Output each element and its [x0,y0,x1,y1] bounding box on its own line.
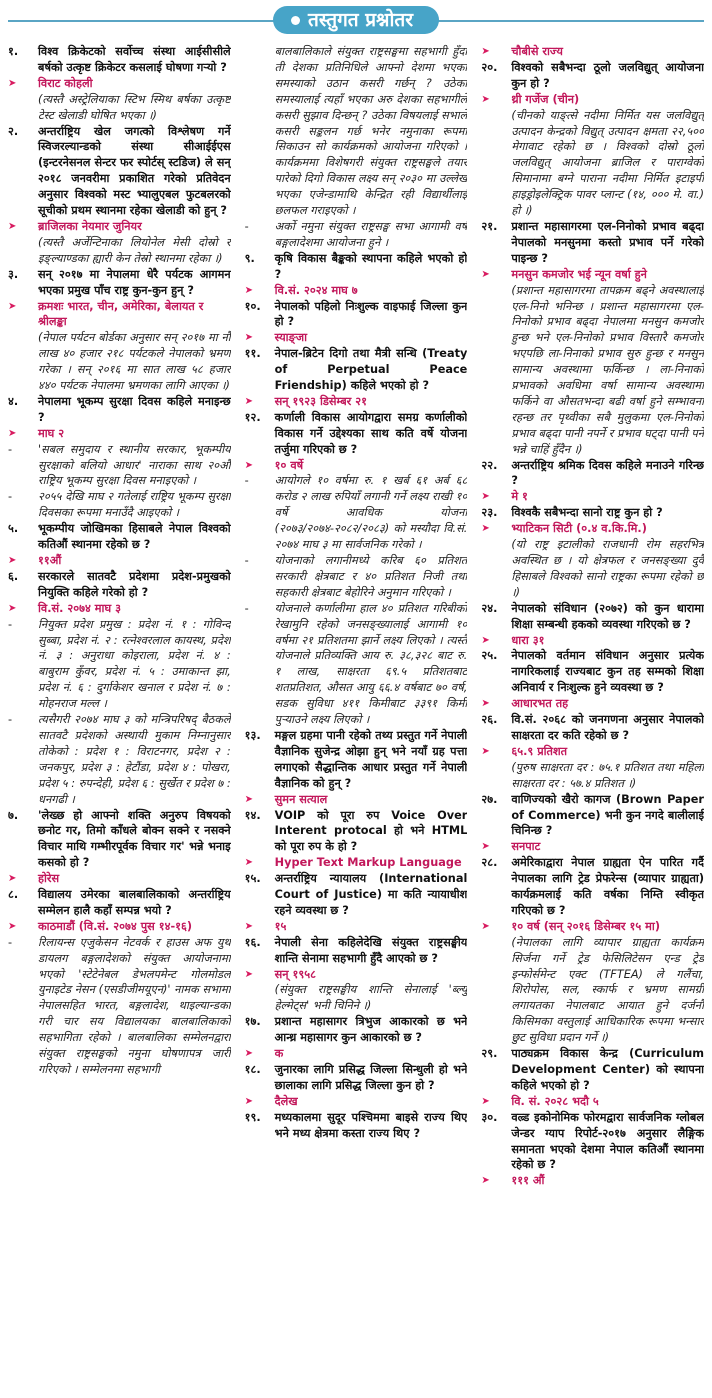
explanation-note [481,935,704,1046]
question-text: विश्वको सबैभन्दा ठूलो जलविद्युत् आयोजना कुन हो ? [511,60,705,90]
question-text: 'लेख्छ हो आफ्नो शक्ति अनुरुप विषयको छनोट गर, तिमो काँधले बोक्न सक्ने र नसक्ने विचार माथि गम्भीरपूर्वक विचार गर' भन्ने भनाइ कसको हो ? [38,808,231,870]
question-text: प्रशान्त महासागर त्रिभुज आकारको छ भने आन्ध्र महासागर कुन आकारको छ ? [274,1015,468,1045]
question-number: २२. [481,458,498,472]
spacer [8,235,38,267]
answer-line [245,283,468,299]
note-text: बालबालिकाले संयुक्त राष्ट्रसङ्घमा सहभागी हुँदा ती देशका प्रतिनिधिले आफ्नो देशमा भएका समस्याको उठान कसरी गर्छन् ? उठेका समस्यालाई त्यहाँ भएका अरु देशका सहभागीले कसरी सुझाव दिन्छन् ? उठेका विषयलाई सभाले कसरी सङ्कलन गर्छ भनेर नमुनाका रूपमा सिकाउन सो कार्यक्रमको आयोजना गरिएको । कार्यक्रममा विशेषगरी संयुक्त राष्ट्रसङ्घले तयार पारेको दिगो विकास लक्ष्य सन् २०३० मा उल्लेख भएका एजेन्डामाथि केन्द्रित रही विद्यार्थीलाई छलफल गराइएको । [274,45,468,218]
question-number: २५. [481,649,498,663]
spacer [245,982,275,1014]
answer-arrow-icon: ➤ [481,698,490,710]
answer-line [481,267,704,283]
note-text: अर्को नमुना संयुक्त राष्ट्रसङ्घ सभा आगामी वर्ष बङ्गलादेशमा आयोजना हुने । [274,219,468,249]
question-text: नेपालमा भूकम्प सुरक्षा दिवस कहिले मनाइन्छ ? [38,394,231,424]
column-3 [481,44,704,1394]
answer-arrow-icon: ➤ [481,841,490,853]
explanation-note [8,92,231,124]
answer-text: ११औं [38,554,62,567]
answer-arrow-icon: ➤ [8,555,17,566]
question-text: भूकम्पीय जोखिमका हिसाबले नेपाल विश्वको कतिऔं स्थानमा रहेको छ ? [38,522,231,552]
bullet-note [245,601,468,728]
spacer [8,92,38,124]
answer-line [481,92,704,108]
question-number: २१. [481,219,498,233]
question-number: ४. [8,394,19,408]
question-text: कृषि विकास बैङ्कको स्थापना कहिले भएको हो ? [274,251,468,281]
dash-bullet-icon: - [244,601,249,615]
answer-text: दैलेख [274,1094,298,1108]
question-item [8,808,231,872]
dash-bullet-icon: - [8,935,13,949]
question-item [245,871,468,919]
answer-text: सन् १९२३ डिसेम्बर २१ [274,394,367,408]
question-text: कर्णाली विकास आयोगद्वारा समग्र कर्णालीको विकास गर्ने उद्देश्यका साथ कति वर्षे योजना तर्जुमा गरिएको छ ? [274,410,468,456]
question-text: अमेरिकाद्वारा नेपाल ग्राह्यता ऐन पारित गर्दै नेपालका लागि ट्रेड प्रेफरेन्स (व्यापार ग्राह्यता) कार्यक्रमलाई कति वर्षका निम्ति स्वीकृत गरिएको छ ? [511,856,705,917]
answer-arrow-icon: ➤ [244,1095,254,1107]
explanation-note [245,982,468,1014]
question-number: ७. [8,808,19,822]
answer-line [8,76,231,92]
answer-text: भ्याटिकन सिटी (०.४ व.कि.मि.) [511,522,647,536]
question-number: १५. [244,872,261,886]
note-text: 'सबल समुदाय र स्थानीय सरकार, भूकम्पीय सुरक्षाको बलियो आधार' नाराका साथ २०औं राष्ट्रिय भूकम्प सुरक्षा दिवस मनाइएको । [38,442,231,488]
answer-arrow-icon: ➤ [481,491,490,503]
answer-text: क [274,1047,284,1061]
question-item [481,1046,704,1094]
answer-text: थ्री गर्जेज (चीन) [511,92,580,106]
answer-line [8,553,231,569]
bullet-note [245,473,468,553]
question-number: १२. [244,410,261,424]
answer-line [245,967,468,983]
question-text: अन्तर्राष्ट्रिय न्यायालय (International Court of Justice) मा कति न्यायाधीश रहने व्यवस्था छ ? [274,872,468,917]
answer-text: ६५.९ प्रतिशत [511,744,568,758]
question-item [245,251,468,283]
dash-bullet-icon: - [244,554,249,567]
question-item [245,410,468,458]
note-text: नियुक्त प्रदेश प्रमुख : प्रदेश नं. १ : गोविन्द सुब्बा, प्रदेश नं. २ : रत्नेश्वरलाल कायस्थ, प्रदेश नं. ३ : अनुराधा कोइराला, प्रदेश नं. ४ : बाबुराम कुँवर, प्रदेश नं. ५ : उमाकान्त झा, प्रदेश नं. ६ : दुर्गाकेशर खनाल र प्रदेश नं. ७ : मोहनराज मल्ल । [38,617,231,711]
answer-text: १५ [274,919,287,933]
question-number: २९. [481,1047,498,1061]
explanation-note [481,283,704,458]
question-number: २०. [481,60,498,74]
explanation-note [8,235,231,267]
answer-arrow-icon: ➤ [481,745,490,757]
question-text: नेपालको वर्तमान संविधान अनुसार प्रत्येक नागरिकलाई राज्यबाट कुन तह सम्मको शिक्षा अनिवार्य र निःशुल्क हुने व्यवस्था छ ? [511,649,705,695]
question-text: नेपालको संविधान (२०७२) को कुन धारामा शिक्षा सम्बन्धी हकको व्यवस्था गरिएको छ ? [511,601,705,631]
bullet-dot-icon [291,16,300,25]
answer-text: धारा ३१ [511,633,545,647]
note-text: (पुरुष साक्षरता दर : ७५.१ प्रतिशत तथा महिला साक्षरता दर : ५७.४ प्रतिशत ।) [511,760,705,790]
question-item [245,728,468,792]
question-number: ३०. [481,1110,498,1124]
answer-arrow-icon: ➤ [244,395,254,407]
answer-text: विराट कोहली [38,76,93,90]
question-item [245,1062,468,1094]
answer-text: क्रमशः भारत, चीन, अमेरिका, बेलायत र श्रीलङ्का [38,299,204,329]
question-number: १८. [244,1063,261,1076]
question-number: ९. [244,251,255,265]
question-number: १९. [244,1110,261,1124]
question-item [245,808,468,856]
question-number: १०. [244,299,261,313]
answer-line [481,633,704,649]
bullet-note [245,553,468,601]
question-text: VOIP को पूरा रुप Voice Over Interent protocal हो भने HTML को पूरा रुप के हो ? [274,808,468,854]
question-number: ८. [8,888,19,902]
spacer [481,537,511,601]
question-item [8,887,231,919]
dash-bullet-icon: - [8,617,13,631]
answer-arrow-icon: ➤ [8,220,17,232]
question-item [245,1014,468,1046]
answer-line [481,919,704,935]
question-item [245,346,468,394]
answer-text: मे १ [511,490,528,504]
question-text: अन्तर्राष्ट्रिय खेल जगत्को विश्लेषण गर्ने स्विजरल्यान्डको संस्था सीआईईएस (इन्टरनेसनल सेन्टर फर स्पोर्टस् स्टडिज) ले सन् २०१८ जनवरीमा प्रकाशित गरेको प्रतिवेदन अनुसार विश्वको मस्ट भ्यालुएबल फुटबलरको सूचीको प्रथम स्थानमा रहेका खेलाडी को हुन् ? [38,124,231,218]
question-number: १४. [244,808,261,822]
answer-line [8,919,231,935]
question-number: २४. [481,601,498,615]
question-item [8,394,231,426]
note-text: (त्यस्तै अस्ट्रेलियाका स्टिभ स्मिथ बर्षका उत्कृष्ट टेस्ट खेलाडी घोषित भएका ।) [38,92,231,122]
answer-line [245,919,468,935]
answer-line [8,871,231,887]
question-text: नेपाली सेना कहिलेदेखि संयुक्त राष्ट्रसङ्घीय शान्ति सेनामा सहभागी हुँदै आएको छ ? [274,935,468,965]
question-item [481,855,704,919]
question-item [481,712,704,744]
answer-arrow-icon: ➤ [244,793,254,805]
answer-arrow-icon: ➤ [244,1048,254,1060]
explanation-note [481,537,704,601]
question-item [481,60,704,92]
note-text: योजनाले कर्णालीमा हाल ४० प्रतिशत गरिबीको रेखामुनि रहेको जनसङ्ख्यालाई आगामी १० वर्षमा २१ प्रतिशतमा झार्ने लक्ष्य लिएको । त्यस्तै योजनाले प्रतिव्यक्ति आय रु. ३८,३२८ बाट रु. १ लाख, साक्षरता ६९.५ प्रतिशतबाट शतप्रतिशत, औसत आयु ६६.४ वर्षबाट ७० वर्ष, सडक सुविधा ४११ किमीबाट ३३९१ किमी पुऱ्याउने लक्ष्य लिएको । [274,601,468,727]
note-text: रिलायन्स एजुकेसन नेटवर्क र हाउस अफ युथ डायलग बङ्गलादेशको संयुक्त आयोजनामा भएको 'स्टेटेनेबल डेभलपमेन्ट गोलमोडल युनाइटेड नेसन (एसडीजीमयूएन)' नामक सभामा नेपालसहित भारत, बङ्गलादेश, थाइल्यान्डका गरी चार सय विद्यालयका बालबालिकाको सहभागिता रहेको । बालबालिका सम्मेलनद्वारा संयुक्त राष्ट्रसङ्घको नमुना घोषणापत्र जारी गरिएको । सम्मेलनमा सहभागी [38,935,231,1076]
column-1 [8,44,231,1394]
spacer [8,330,38,394]
answer-text: Hyper Text Markup Language [274,856,462,870]
spacer [481,760,511,792]
note-text: आयोगले १० वर्षमा रु. १ खर्ब ६१ अर्ब ६८ करोड २ लाख रुपियाँ लगानी गर्ने लक्ष्य राखी १० वर्षे आवधिक योजना (२०७३/२०७४-२०८२/२०८३) को मस्यौदा वि.सं. २०७४ माघ ३ मा सार्वजनिक गरेको । [274,474,468,552]
question-text: विश्व क्रिकेटको सर्वोच्च संस्था आईसीसीले बर्षको उत्कृष्ट क्रिकेटर कसलाई घोषणा गऱ्यो ? [38,45,231,74]
question-number: ११. [244,347,261,361]
answer-text: सन् १९५८ [274,967,317,981]
dash-bullet-icon: - [8,713,13,727]
question-text: नेपाल-ब्रिटेन दिगो तथा मैत्री सन्धि (Treaty of Perpetual Peace Friendship) कहिले भएको हो ? [274,347,468,393]
answer-arrow-icon: ➤ [481,1095,490,1107]
answer-line [481,521,704,537]
explanation-note [481,760,704,792]
spacer [245,44,275,219]
question-item [245,1110,468,1142]
answer-text: चौबीसे राज्य [511,45,563,58]
question-number: ५. [8,522,19,536]
answer-line [245,1046,468,1062]
question-text: अन्तर्राष्ट्रिय श्रमिक दिवस कहिले मनाउने गरिन्छ ? [511,458,705,488]
answer-text: होरेस [38,872,60,886]
dash-bullet-icon: - [244,219,249,233]
answer-line [481,1173,704,1189]
spacer [481,935,511,1046]
explanation-note [481,108,704,219]
spacer [481,108,511,219]
answer-arrow-icon: ➤ [481,920,490,932]
question-text: वि.सं. २०६८ को जनगणना अनुसार नेपालको साक्षरता दर कति रहेको छ ? [511,713,705,742]
question-text: विश्वकै सबैभन्दा सानो राष्ट्र कुन हो ? [511,506,663,520]
bullet-note [8,712,231,807]
question-item [481,219,704,267]
question-number: १. [8,45,19,58]
dash-bullet-icon: - [244,474,249,488]
section-title-pill [273,6,439,34]
question-item [245,935,468,967]
answer-text: वि. सं. २०२८ भदौ ५ [511,1094,599,1108]
answer-line [481,1094,704,1110]
explanation-note [8,330,231,394]
answer-arrow-icon: ➤ [244,920,254,932]
question-text: विद्यालय उमेरका बालबालिकाको अन्तर्राष्ट्रिय सम्मेलन हालै कहाँ सम्पन्न भयो ? [38,888,231,917]
section-banner [8,6,704,36]
answer-arrow-icon: ➤ [244,332,254,344]
answer-text: १० वर्षे [274,458,304,472]
answer-line [481,489,704,505]
question-text: पाठ्यक्रम विकास केन्द्र (Curriculum Development Center) को स्थापना कहिले भएको हो ? [511,1047,705,1092]
question-number: १६. [244,935,261,949]
note-text: (नेपाल पर्यटन बोर्डका अनुसार सन् २०१७ मा नौ लाख ४० हजार २१८ पर्यटकले नेपालको भ्रमण गरेका । सन् २०१६ मा सात लाख ५८ हजार ४४० पर्यटक नेपालमा भ्रमणका लागि आएका ।) [38,331,231,393]
spacer [481,283,511,458]
note-text: २०५५ देखि माघ २ गतेलाई राष्ट्रिय भूकम्प सुरक्षा दिवसका रूपमा मनाउँदै आइएको । [38,490,231,520]
answer-line [8,299,231,331]
question-number: २६. [481,713,498,727]
answer-line [245,394,468,410]
question-number: ६. [8,569,19,583]
explanation-note [245,44,468,219]
question-text: जुनारका लागि प्रसिद्ध जिल्ला सिन्धुली हो भने छालाका लागि प्रसिद्ध जिल्ला कुन हो ? [274,1063,468,1092]
answer-text: मनसुन कमजोर भई न्यून वर्षा हुने [511,267,647,281]
answer-line [245,1094,468,1110]
note-text: (यो राष्ट्र इटालीको राजधानी रोम सहरभित्र अवस्थित छ । यो क्षेत्रफल र जनसङ्ख्या दुवै हिसाबले विश्वको सानो राष्ट्रका रूपमा रहेको छ ।) [511,538,705,599]
note-text: योजनाको लगानीमध्ये करिब ६० प्रतिशत सरकारी क्षेत्रबाट र ४० प्रतिशत निजी तथा सहकारी क्षेत्रबाट बेहोरिने अनुमान गरिएको । [274,554,468,599]
answer-arrow-icon: ➤ [244,459,254,471]
answer-text: आधारभत तह [511,697,569,711]
answer-arrow-icon: ➤ [481,93,490,105]
section-title: तस्तुगत प्रश्नोतर [308,9,413,31]
answer-arrow-icon: ➤ [8,873,17,885]
answer-arrow-icon: ➤ [8,77,17,89]
answer-arrow-icon: ➤ [481,46,490,57]
question-item [8,124,231,219]
answer-line [481,696,704,712]
answer-text: काठमाडौं (वि.सं. २०७४ पुस १४-१६) [38,919,193,933]
answer-arrow-icon: ➤ [481,1175,490,1187]
bullet-note [8,489,231,521]
question-item [245,299,468,331]
answer-text: १० वर्ष (सन् २०१६ डिसेम्बर १५ मा) [511,919,661,933]
note-text: (नेपालका लागि व्यापार ग्राह्यता कार्यक्रम सिर्जना गर्ने ट्रेड फेसिलिटेसन एन्ड ट्रेड इन्फोर्समेन्ट एक्ट (TFTEA) ले गलैंचा, शिरोपोस, सल, स्कार्फ र भ्रमण सामग्री लगायतका नेपालबाट आयात हुने दर्जनौं किसिमका वस्तुलाई आधिकारिक रूपमा भन्सार छुट सुविधा प्रदान गर्ने ।) [511,935,705,1045]
bullet-note [8,617,231,712]
columns [8,44,704,1394]
question-number: ३. [8,267,19,281]
answer-arrow-icon: ➤ [244,857,254,869]
answer-arrow-icon: ➤ [481,634,490,646]
question-text: नेपालको पहिलो निःशुल्क वाइफाई जिल्ला कुन हो ? [274,299,468,329]
bullet-note [245,219,468,251]
bullet-note [8,935,231,1078]
note-text: (संयुक्त राष्ट्रसङ्घीय शान्ति सेनालाई 'ब्ल्यु हेल्मेट्स' भनी चिनिने ।) [274,983,468,1013]
answer-arrow-icon: ➤ [8,427,17,439]
answer-line [245,330,468,346]
question-number: २७. [481,792,498,806]
answer-arrow-icon: ➤ [481,523,490,535]
answer-line [481,44,704,60]
question-text: वल्र्ड इकोनोमिक फोरमद्वारा सार्वजनिक ग्लोबल जेन्डर ग्याप रिपोर्ट-२०१७ अनुसार लैङ्गिक समानता भएको देशमा नेपाल कतिऔं स्थानमा रहेको छ ? [511,1110,705,1172]
answer-text: ब्राजिलका नेयमार जुनियर [38,219,142,233]
answer-text: माघ २ [38,426,65,440]
answer-arrow-icon: ➤ [244,968,254,980]
answer-line [8,601,231,617]
answer-arrow-icon: ➤ [481,268,490,280]
question-item [8,267,231,299]
bullet-note [8,442,231,490]
answer-text: सुमन सत्याल [274,792,328,806]
question-number: १७. [244,1015,261,1029]
answer-text: वि.सं. २०७४ माघ ३ [38,601,121,615]
question-number: २३. [481,506,498,520]
question-item [481,648,704,696]
question-text: सरकारले सातवटै प्रदेशमा प्रदेश-प्रमुखको नियुक्ति कहिले गरेको हो ? [38,569,231,599]
answer-text: वि.सं. २०२४ माघ ७ [274,283,358,297]
answer-line [245,855,468,871]
answer-line [481,744,704,760]
question-number: १३. [244,728,261,742]
question-item [481,1110,704,1174]
note-text: (त्यस्तै अर्जेन्टिनाका लियोनेल मेसी दोस्रो र इङ्ल्याण्डका ह्यारी केन तेस्रो स्थानमा रहेका ।) [38,235,231,265]
question-item [8,521,231,553]
question-text: सन् २०१७ मा नेपालमा धेरै पर्यटक आगमन भएका प्रमुख पाँच राष्ट्र कुन-कुन हुन् ? [38,267,231,297]
question-text: वाणिज्यको खैरो कागज (Brown Paper of Commerce) भनी कुन नगदे बालीलाई चिनिन्छ ? [511,792,705,838]
column-2 [245,44,468,1394]
answer-line [8,219,231,235]
question-item [8,44,231,76]
answer-arrow-icon: ➤ [8,300,17,312]
question-text: मध्यकालमा सुदूर पश्चिममा बाइसे राज्य थिए भने मध्य क्षेत्रमा कस्ता राज्य थिए ? [274,1110,468,1140]
note-text: (प्रशान्त महासागरमा तापक्रम बढ्ने अवस्थालाई एल-निनो भनिन्छ । प्रशान्त महासागरमा एल-निनोको प्रभाव बढ्दा नेपालमा मनसुन कमजोर हुन्छ भने एल-निनोको प्रभाव विस्तारै कमजोर भएपछि ला-निनाको प्रभाव सुरु हुन्छ र मनसुन सामान्य अवस्थामा फर्किन्छ । ला-निनाको प्रभावको अवधिमा वर्षा सामान्य अवस्थामा फर्किने वा औसतभन्दा बढी वर्षा हुने सम्भावना रहन्छ तर पृथ्वीका सबै मुलुकमा एल-निनोको प्रभाव बढ्दा पानी नपर्ने र प्रभाव घट्दा पानी पर्ने भन्ने चाहिं हुँदैन ।) [511,283,705,456]
question-text: मङ्गल ग्रहमा पानी रहेको तथ्य प्रस्तुत गर्ने नेपाली वैज्ञानिक सुजेन्द्र ओझा हुन् भने नयाँ ग्रह पत्ता लगाएको सैद्धान्तिक आधार प्रस्तुत गर्ने नेपाली वैज्ञानिक को हुन् ? [274,728,468,790]
question-number: २८. [481,856,498,870]
answer-line [481,839,704,855]
question-item [481,792,704,840]
answer-line [8,426,231,442]
question-text: प्रशान्त महासागरमा एल-निनोको प्रभाव बढ्दा नेपालको मनसुनमा कस्तो प्रभाव पर्ने गरेको पाइन्छ ? [511,219,705,265]
dash-bullet-icon: - [8,442,13,456]
answer-arrow-icon: ➤ [8,920,17,932]
question-item [8,569,231,601]
question-number: २. [8,124,19,138]
question-item [481,601,704,633]
answer-text: सनपाट [511,840,541,854]
note-text: त्यसैगरी २०७४ माघ ३ को मन्त्रिपरिषद् बैठकले सातवटै प्रदेशको अस्थायी मुकाम निम्नानुसार तोकेको : प्रदेश १ : विराटनगर, प्रदेश २ : जनकपुर, प्रदेश ३ : हेटौंडा, प्रदेश ४ : पोखरा, प्रदेश ५ : रुपन्देही, प्रदेश ६ : सुर्खेत र प्रदेश ७ : धनगढी । [38,713,231,806]
answer-line [245,792,468,808]
answer-arrow-icon: ➤ [244,284,254,296]
answer-text: स्याङ्जा [274,331,308,345]
note-text: (चीनको याङ्त्से नदीमा निर्मित यस जलविद्युत् उत्पादन केन्द्रको विद्युत् उत्पादन क्षमता २२,५०० मेगावाट रहेको छ । विश्वको दोस्रो ठूलो जलविद्युत् आयोजना ब्राजिल र पाराग्वेको सिमानामा बग्ने पाराना नदीमा निर्मित इटाइपी हाइड्रोइलेक्ट्रिक पावर प्लान्ट (१४, ००० मे. वा.) हो ।) [511,108,705,218]
dash-bullet-icon: - [8,490,13,504]
answer-arrow-icon: ➤ [8,602,17,614]
answer-line [245,458,468,474]
answer-text: १११ औं [511,1174,545,1188]
question-item [481,505,704,521]
question-item [481,458,704,490]
